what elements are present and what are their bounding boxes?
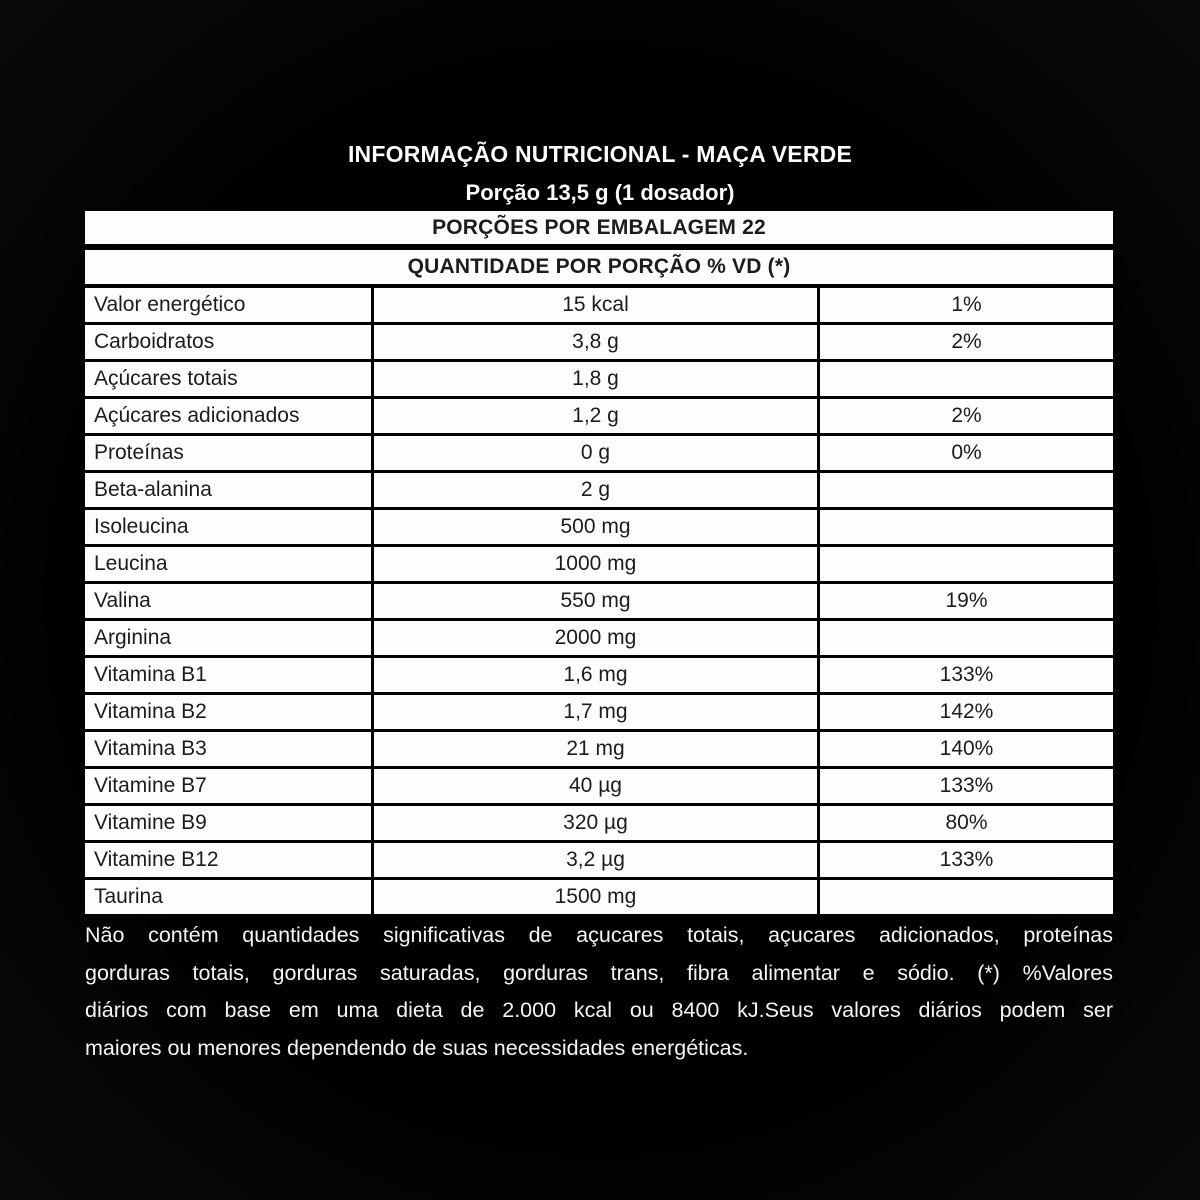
nutrient-name: Arginina	[85, 621, 371, 655]
nutrient-name: Vitamina B1	[85, 658, 371, 692]
footer-note	[85, 917, 1113, 1067]
nutrient-dv: 133%	[820, 658, 1113, 692]
footer-line: Não contém quantidades significativas de açucares totais, açucares adicionados, proteínas	[85, 923, 1113, 947]
nutrient-name: Vitamine B7	[85, 769, 371, 803]
nutrient-name: Valor energético	[85, 288, 371, 322]
nutrient-amount: 3,8 g	[374, 325, 817, 359]
nutrient-dv: 133%	[820, 769, 1113, 803]
nutrient-name: Carboidratos	[85, 325, 371, 359]
nutrient-dv: 19%	[820, 584, 1113, 618]
nutrient-name: Valina	[85, 584, 371, 618]
nutrient-name: Vitamine B12	[85, 843, 371, 877]
nutrient-dv: 133%	[820, 843, 1113, 877]
footer-line: maiores ou menores dependendo de suas necessidades energéticas.	[85, 1035, 749, 1060]
nutrient-amount: 2 g	[374, 473, 817, 507]
page-subtitle: Porção 13,5 g (1 dosador)	[465, 180, 735, 205]
quantity-per-serving-band: QUANTIDADE POR PORÇÃO % VD (*)	[85, 250, 1113, 284]
nutrient-amount: 1500 mg	[374, 880, 817, 914]
nutrient-amount: 15 kcal	[374, 288, 817, 322]
nutrient-name: Vitamine B9	[85, 806, 371, 840]
nutrient-amount: 2000 mg	[374, 621, 817, 655]
nutrition-table-body	[85, 288, 1113, 914]
nutrient-amount: 320 µg	[374, 806, 817, 840]
nutrient-amount: 1,2 g	[374, 399, 817, 433]
nutrient-dv: 140%	[820, 732, 1113, 766]
nutrient-dv: 0%	[820, 436, 1113, 470]
nutrient-name: Vitamina B2	[85, 695, 371, 729]
nutrient-dv: 142%	[820, 695, 1113, 729]
nutrient-dv	[820, 510, 1113, 544]
nutrient-amount: 1,8 g	[374, 362, 817, 396]
servings-per-package-band: PORÇÕES POR EMBALAGEM 22	[85, 211, 1113, 244]
nutrient-name: Leucina	[85, 547, 371, 581]
nutrient-amount: 0 g	[374, 436, 817, 470]
nutrient-amount: 550 mg	[374, 584, 817, 618]
nutrient-dv	[820, 473, 1113, 507]
nutrient-amount: 1,6 mg	[374, 658, 817, 692]
nutrient-dv	[820, 362, 1113, 396]
nutrient-name: Vitamina B3	[85, 732, 371, 766]
nutrient-name: Açúcares adicionados	[85, 399, 371, 433]
nutrient-name: Isoleucina	[85, 510, 371, 544]
nutrient-amount: 40 µg	[374, 769, 817, 803]
nutrient-dv: 2%	[820, 399, 1113, 433]
nutrient-dv: 1%	[820, 288, 1113, 322]
nutrient-amount: 1000 mg	[374, 547, 817, 581]
nutrient-name: Proteínas	[85, 436, 371, 470]
nutrient-dv	[820, 547, 1113, 581]
nutrient-amount: 21 mg	[374, 732, 817, 766]
footer-line: gorduras totais, gorduras saturadas, gorduras trans, fibra alimentar e sódio. (*) %Valores	[85, 960, 1113, 985]
nutrient-amount: 1,7 mg	[374, 695, 817, 729]
nutrient-amount: 500 mg	[374, 510, 817, 544]
nutrient-amount: 3,2 µg	[374, 843, 817, 877]
nutrient-name: Açúcares totais	[85, 362, 371, 396]
nutrient-dv	[820, 621, 1113, 655]
nutrient-dv: 2%	[820, 325, 1113, 359]
footer-line: diários com base em uma dieta de 2.000 kcal ou 8400 kJ.Seus valores diários podem ser	[85, 998, 1113, 1022]
page-title: INFORMAÇÃO NUTRICIONAL - MAÇA VERDE	[347, 141, 853, 167]
nutrient-dv	[820, 880, 1113, 914]
nutrition-table	[85, 211, 1113, 914]
nutrient-name: Beta-alanina	[85, 473, 371, 507]
nutrient-dv: 80%	[820, 806, 1113, 840]
nutrient-name: Taurina	[85, 880, 371, 914]
